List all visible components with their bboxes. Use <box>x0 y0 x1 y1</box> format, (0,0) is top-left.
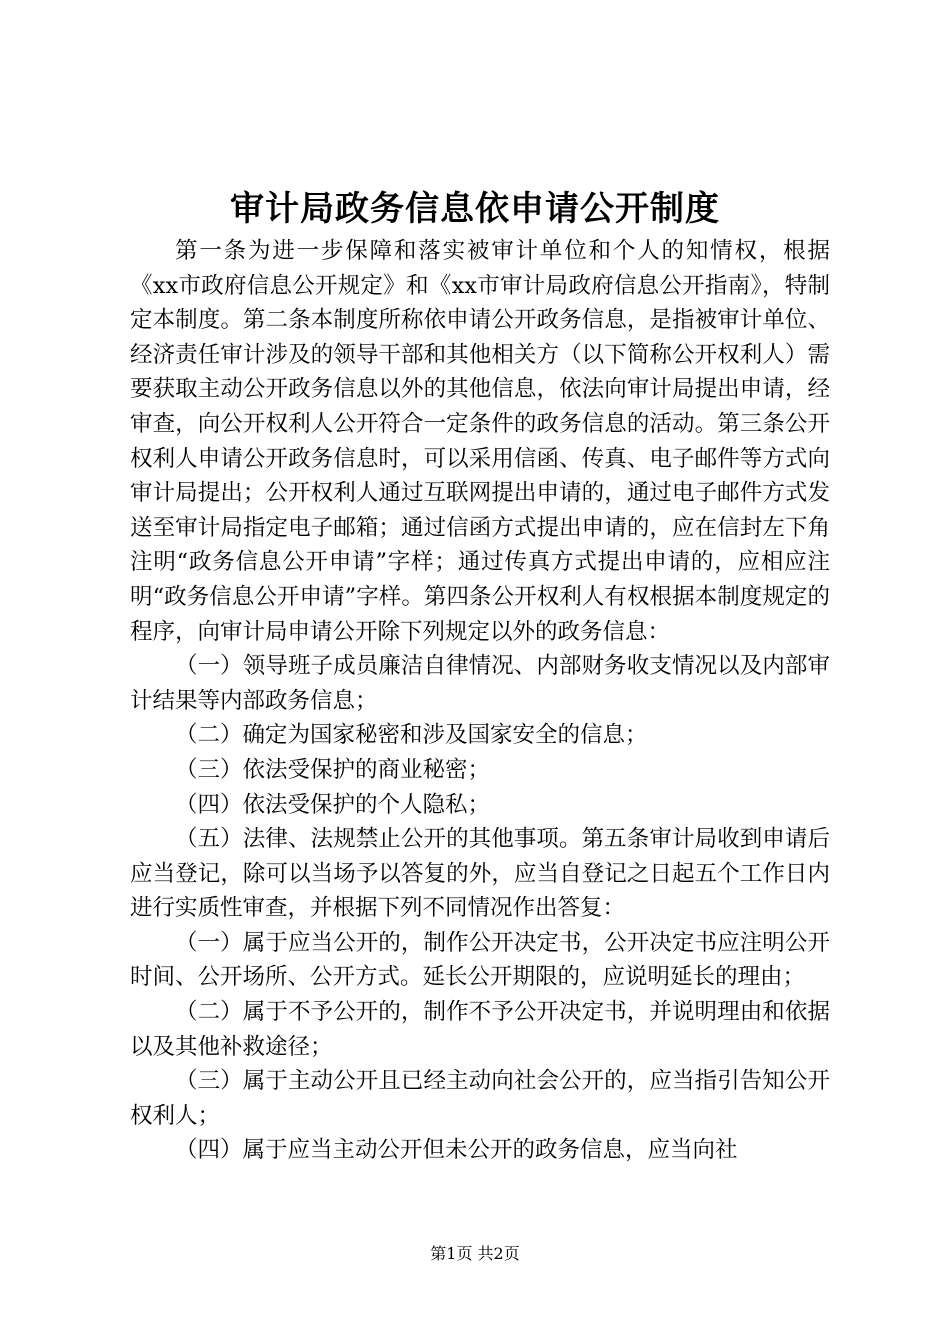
paragraph-item-1: （一）领导班子成员廉洁自律情况、内部财务收支情况以及内部审计结果等内部政务信息； <box>130 653 830 714</box>
paragraph-item-4: （四）依法受保护的个人隐私； <box>175 791 491 818</box>
paragraph-item-3: （三）依法受保护的商业秘密； <box>175 756 491 783</box>
document-title: 审计局政务信息依申请公开制度 <box>230 189 720 229</box>
paragraph-item-5-article-5: （五）法律、法规禁止公开的其他事项。第五条审计局收到申请后应当登记，除可以当场予以答复的外，应当自登记之日起五个工作日内进行实质性审查，并根据下列不同情况作出答复： <box>130 826 830 922</box>
paragraph-reply-1: （一）属于应当公开的，制作公开决定书，公开决定书应注明公开时间、公开场所、公开方式。延长公开期限的，应说明延长的理由； <box>130 929 830 991</box>
paragraph-item-2: （二）确定为国家秘密和涉及国家安全的信息； <box>175 722 648 749</box>
document-body <box>130 234 830 1168</box>
paragraph-reply-2: （二）属于不予公开的，制作不予公开决定书，并说明理由和依据以及其他补救途径； <box>130 999 830 1060</box>
paragraph-reply-4: （四）属于应当主动公开但未公开的政务信息，应当向社 <box>175 1137 738 1164</box>
paragraph-reply-3: （三）属于主动公开且已经主动向社会公开的，应当指引告知公开权利人； <box>130 1068 830 1129</box>
page-footer: 第1页 共2页 <box>430 1244 520 1263</box>
paragraph-articles-1-4: 第一条为进一步保障和落实被审计单位和个人的知情权，根据《xx市政府信息公开规定》和《xx市审计局政府信息公开指南》，特制定本制度。第二条本制度所称依申请公开政务信息，是指被审计单位、经济责任审计涉及的领导干部和其他相关方（以下简称公开权利人）需要获取主动公开政务信息以外的其他信息，依法向审计局提出申请，经审查，向公开权利人公开符合一定条件的政务信息的活动。第三条公开权利人申请公开政务信息时，可以采用信函、传真、电子邮件等方式向审计局提出；公开权利人通过互联网提出申请的，通过电子邮件方式发送至审计局指定电子邮箱；通过信函方式提出申请的，应在信封左下角注明“政务信息公开申请”字样；通过传真方式提出申请的，应相应注明“政务信息公开申请”字样。第四条公开权利人有权根据本制度规定的程序，向审计局申请公开除下列规定以外的政务信息： <box>130 238 830 645</box>
